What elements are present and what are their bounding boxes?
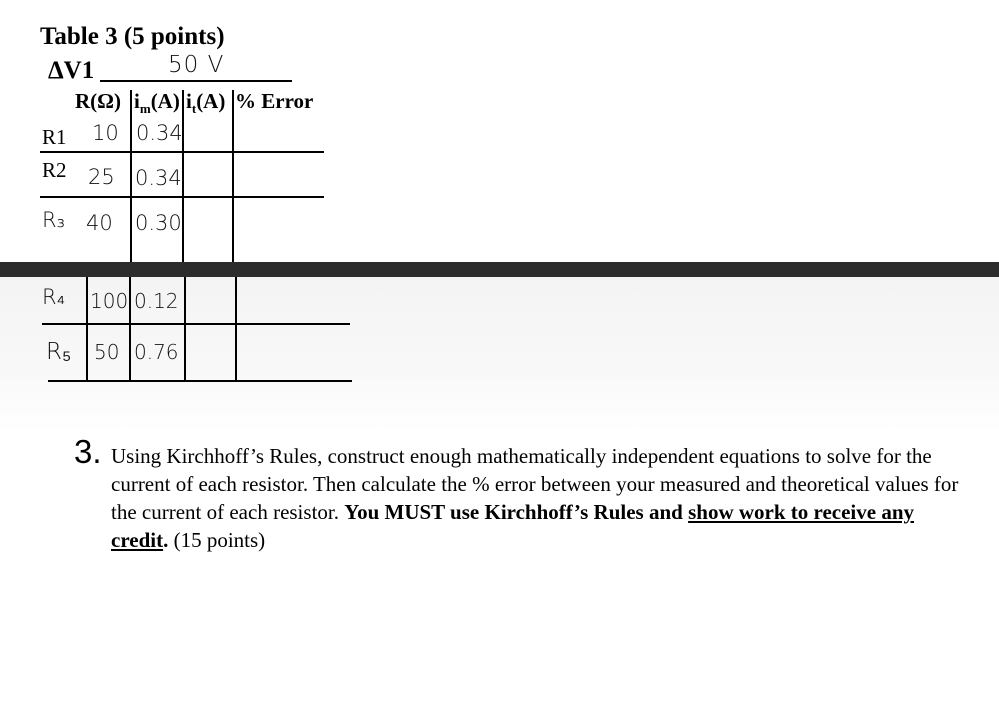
table-row-divider	[40, 196, 324, 198]
cell-measured-current-r5: 0.76	[134, 340, 179, 364]
cell-resistance-r3: 40	[86, 211, 113, 235]
table-column-divider	[232, 90, 234, 262]
column-header-theoretical-current: $i_t(A)$	[186, 89, 226, 117]
row-label-r4: R₄	[42, 285, 66, 309]
table-column-divider	[235, 277, 237, 381]
cell-measured-current-r1: 0.34	[136, 121, 183, 145]
problem-text: Using Kirchhoff’s Rules, construct enough mathematically independent equations to solve for the current of each resistor. Then calculate the % error between your measured and theoretical values for the current of each resistor. You MUST use Kirchhoff’s Rules and show work to receive any credit. (15 points)	[111, 444, 959, 552]
column-header-measured-current: $i_m(A)$	[134, 89, 180, 117]
row-label-r2: R2	[42, 158, 67, 182]
table-title: Table 3 (5 points)	[40, 23, 225, 50]
table-column-divider	[130, 90, 132, 262]
column-header-resistance: R(Ω)	[75, 89, 121, 113]
table-column-divider	[86, 277, 88, 381]
cell-measured-current-r2: 0.34	[135, 166, 182, 190]
table-column-divider	[184, 277, 186, 381]
table-row-divider	[48, 380, 352, 382]
delta-v-label: ΔV1	[48, 57, 95, 84]
delta-v-value: 50 V	[168, 52, 225, 78]
page-break-bar	[0, 262, 999, 277]
row-label-r5: R₅	[46, 339, 72, 365]
cell-resistance-r5: 50	[94, 340, 120, 364]
delta-v-underline	[100, 80, 292, 82]
cell-resistance-r1: 10	[92, 121, 119, 145]
row-label-r1: R1	[42, 125, 67, 149]
table-row-divider	[42, 323, 350, 325]
emphasis-underlined: show work to receive any credit	[111, 500, 915, 552]
table-column-divider	[129, 277, 131, 381]
cell-measured-current-r4: 0.12	[134, 289, 179, 313]
table-column-divider	[182, 90, 184, 262]
column-header-percent-error: % Error	[235, 89, 314, 113]
problem-number: 3.	[74, 433, 102, 470]
row-label-r3: R₃	[42, 208, 66, 232]
cell-resistance-r4: 100	[90, 289, 129, 313]
cell-measured-current-r3: 0.30	[135, 211, 182, 235]
cell-resistance-r2: 25	[88, 165, 115, 189]
table-row-divider	[40, 151, 324, 153]
